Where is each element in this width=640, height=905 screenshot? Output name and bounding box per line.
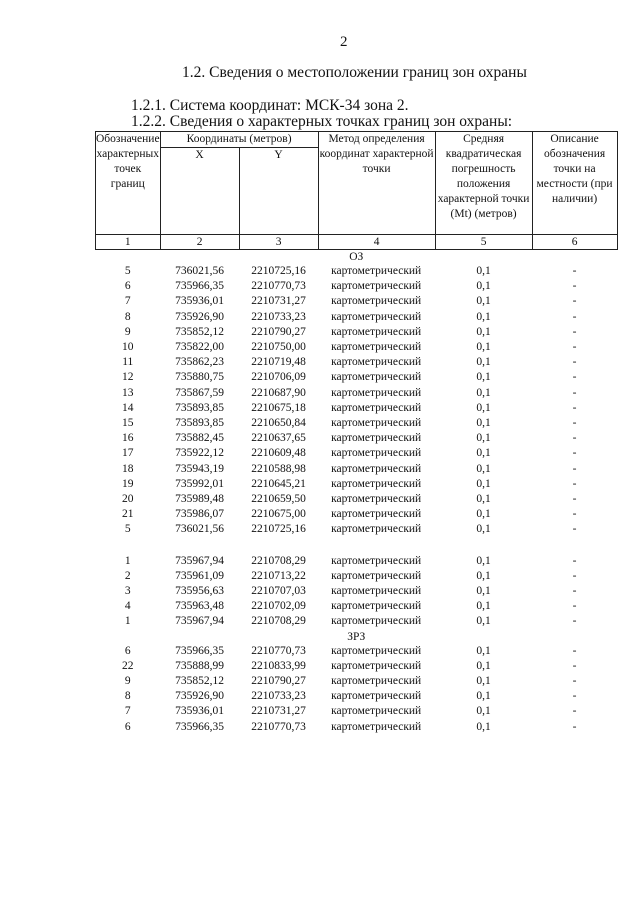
spacer [96,538,618,554]
points-heading: 1.2.2. Сведения о характерных точках границ зон охраны: [131,113,513,130]
description-cell: - [572,493,577,506]
table-row [96,264,618,279]
error-cell: 0,1 [476,477,491,490]
y-cell: 2210637,65 [251,432,306,445]
table-row [96,554,618,569]
point-id-cell: 9 [124,325,131,338]
y-cell: 2210731,27 [251,295,306,308]
method-cell: картометрический [331,462,422,475]
error-cell: 0,1 [476,705,491,718]
description-cell: - [572,720,577,733]
x-cell: 735880,75 [175,371,224,384]
point-id-cell: 16 [122,432,134,445]
y-cell: 2210650,84 [251,417,306,430]
table-row [96,507,618,522]
y-cell: 2210770,73 [251,280,306,293]
description-cell: - [572,690,577,703]
point-id-cell: 8 [124,310,131,323]
method-cell: картометрический [331,523,422,536]
x-cell: 736021,56 [175,265,224,277]
column-number: 5 [435,235,532,250]
point-id-cell: 6 [124,644,131,657]
y-cell: 2210733,23 [251,690,306,703]
x-cell: 735992,01 [175,477,224,490]
error-cell: 0,1 [476,447,491,460]
error-cell: 0,1 [476,554,491,567]
error-cell: 0,1 [476,508,491,521]
x-cell: 735893,85 [175,401,224,414]
method-cell: картометрический [331,401,422,414]
table-row [96,386,618,401]
error-cell: 0,1 [476,401,491,414]
table-row [96,659,618,674]
description-cell: - [572,265,577,277]
point-id-cell: 5 [124,523,131,536]
y-cell: 2210706,09 [251,371,306,384]
point-id-cell: 22 [122,659,134,672]
header-error: Средняя квадратическая погрешность положения характерной точки (Mt) (метров) [435,132,532,235]
method-cell: картометрический [331,325,422,338]
x-cell: 735922,12 [175,447,224,460]
x-cell: 735943,19 [175,462,224,475]
group-label: ЗРЗ [347,630,366,643]
table-row [96,370,618,385]
description-cell: - [572,417,577,430]
point-id-cell: 8 [124,690,131,703]
error-cell: 0,1 [476,493,491,506]
x-cell: 735867,59 [175,386,224,399]
point-id-cell: 1 [124,615,131,628]
point-id-cell: 10 [122,341,134,354]
point-id-cell: 9 [124,675,131,688]
method-cell: картометрический [331,554,422,567]
group-label-row [96,250,618,265]
x-cell: 735966,35 [175,280,224,293]
point-id-cell: 13 [122,386,134,399]
header-coordinates: Координаты (метров) [160,132,318,148]
header-point-designation: Обозначение характерных точек границ [96,132,161,235]
error-cell: 0,1 [476,523,491,536]
error-cell: 0,1 [476,280,491,293]
y-cell: 2210833,99 [251,659,306,672]
method-cell: картометрический [331,447,422,460]
description-cell: - [572,310,577,323]
table-row [96,431,618,446]
table-row [96,584,618,599]
point-id-cell: 1 [124,554,131,567]
y-cell: 2210790,27 [251,675,306,688]
x-cell: 735967,94 [175,615,224,628]
error-cell: 0,1 [476,386,491,399]
description-cell: - [572,325,577,338]
column-number: 4 [318,235,435,250]
description-cell: - [572,554,577,567]
description-cell: - [572,280,577,293]
method-cell: картометрический [331,265,422,277]
method-cell: картометрический [331,477,422,490]
y-cell: 2210609,48 [251,447,306,460]
x-cell: 735989,48 [175,493,224,506]
x-cell: 735888,99 [175,659,224,672]
description-cell: - [572,401,577,414]
method-cell: картометрический [331,585,422,598]
error-cell: 0,1 [476,310,491,323]
error-cell: 0,1 [476,659,491,672]
table-row [96,689,618,704]
x-cell: 735926,90 [175,690,224,703]
method-cell: картометрический [331,417,422,430]
method-cell: картометрический [331,280,422,293]
group-label-row [96,630,618,644]
method-cell: картометрический [331,295,422,308]
point-id-cell: 18 [122,462,134,475]
y-cell: 2210733,23 [251,310,306,323]
description-cell: - [572,462,577,475]
method-cell: картометрический [331,569,422,582]
y-cell: 2210659,50 [251,493,306,506]
x-cell: 735936,01 [175,295,224,308]
description-cell: - [572,447,577,460]
table-row [96,279,618,294]
y-cell: 2210588,98 [251,462,306,475]
table-row [96,401,618,416]
point-id-cell: 2 [124,569,131,582]
point-id-cell: 7 [124,705,131,718]
description-cell: - [572,295,577,308]
table-body [96,250,618,735]
y-cell: 2210750,00 [251,341,306,354]
x-cell: 735961,09 [175,569,224,582]
y-cell: 2210702,09 [251,600,306,613]
method-cell: картометрический [331,432,422,445]
table-row [96,462,618,477]
table-row [96,704,618,719]
description-cell: - [572,432,577,445]
x-cell: 735966,35 [175,720,224,733]
method-cell: картометрический [331,659,422,672]
point-id-cell: 11 [122,356,134,369]
error-cell: 0,1 [476,690,491,703]
point-id-cell: 14 [122,401,134,414]
table-row [96,310,618,325]
x-cell: 735963,48 [175,600,224,613]
point-id-cell: 5 [124,265,131,277]
y-cell: 2210770,73 [251,720,306,733]
x-cell: 735986,07 [175,508,224,521]
column-number: 6 [532,235,617,250]
method-cell: картометрический [331,371,422,384]
x-cell: 735966,35 [175,644,224,657]
description-cell: - [572,371,577,384]
method-cell: картометрический [331,341,422,354]
method-cell: картометрический [331,310,422,323]
header-method: Метод определения координат характерной точки [318,132,435,235]
table-row [96,446,618,461]
y-cell: 2210645,21 [251,477,306,490]
y-cell: 2210708,29 [251,615,306,628]
method-cell: картометрический [331,705,422,718]
description-cell: - [572,675,577,688]
y-cell: 2210790,27 [251,325,306,338]
y-cell: 2210707,03 [251,585,306,598]
error-cell: 0,1 [476,371,491,384]
x-cell: 735862,23 [175,356,224,369]
error-cell: 0,1 [476,675,491,688]
error-cell: 0,1 [476,325,491,338]
x-cell: 735852,12 [175,675,224,688]
description-cell: - [572,341,577,354]
table-row [96,492,618,507]
method-cell: картометрический [331,600,422,613]
column-number: 3 [239,235,318,250]
error-cell: 0,1 [476,585,491,598]
point-id-cell: 6 [124,280,131,293]
table-row [96,599,618,614]
header-description: Описание обозначения точки на местности (при наличии) [532,132,617,235]
y-cell: 2210708,29 [251,554,306,567]
description-cell: - [572,644,577,657]
point-id-cell: 17 [122,447,134,460]
table-row [96,294,618,309]
page-number: 2 [340,34,348,50]
point-id-cell: 21 [122,508,134,521]
table-row [96,355,618,370]
x-cell: 735956,63 [175,585,224,598]
point-id-cell: 6 [124,720,131,733]
y-cell: 2210725,16 [251,523,306,536]
y-cell: 2210719,48 [251,356,306,369]
description-cell: - [572,585,577,598]
error-cell: 0,1 [476,265,491,277]
x-cell: 735926,90 [175,310,224,323]
x-cell: 735936,01 [175,705,224,718]
x-cell: 735882,45 [175,432,224,445]
method-cell: картометрический [331,615,422,628]
coordinates-table [95,131,618,735]
method-cell: картометрический [331,675,422,688]
table-header [96,132,618,250]
description-cell: - [572,600,577,613]
table-row [96,340,618,355]
column-number: 2 [160,235,239,250]
header-y: Y [239,148,318,235]
table-row [96,325,618,340]
x-cell: 735822,00 [175,341,224,354]
point-id-cell: 19 [122,477,134,490]
method-cell: картометрический [331,720,422,733]
description-cell: - [572,356,577,369]
section-title: 1.2. Сведения о местоположении границ зон охраны [182,64,527,81]
error-cell: 0,1 [476,341,491,354]
x-cell: 735852,12 [175,325,224,338]
description-cell: - [572,705,577,718]
error-cell: 0,1 [476,432,491,445]
method-cell: картометрический [331,508,422,521]
group-label: ОЗ [349,251,364,263]
error-cell: 0,1 [476,462,491,475]
point-id-cell: 3 [124,585,131,598]
point-id-cell: 15 [122,417,134,430]
table-row [96,477,618,492]
error-cell: 0,1 [476,569,491,582]
method-cell: картометрический [331,386,422,399]
error-cell: 0,1 [476,417,491,430]
point-id-cell: 12 [122,371,134,384]
description-cell: - [572,386,577,399]
method-cell: картометрический [331,356,422,369]
error-cell: 0,1 [476,356,491,369]
description-cell: - [572,523,577,536]
method-cell: картометрический [331,690,422,703]
error-cell: 0,1 [476,600,491,613]
x-cell: 736021,56 [175,523,224,536]
spacer-row [96,538,618,554]
table-row [96,416,618,431]
description-cell: - [572,477,577,490]
table-row [96,569,618,584]
table-row [96,614,618,629]
y-cell: 2210770,73 [251,644,306,657]
column-number: 1 [96,235,161,250]
table-row [96,720,618,735]
header-x: X [160,148,239,235]
method-cell: картометрический [331,493,422,506]
y-cell: 2210675,00 [251,508,306,521]
x-cell: 735967,94 [175,554,224,567]
y-cell: 2210675,18 [251,401,306,414]
coordinate-system-heading: 1.2.1. Система координат: МСК-34 зона 2. [131,97,409,114]
description-cell: - [572,508,577,521]
table-row [96,522,618,537]
error-cell: 0,1 [476,615,491,628]
error-cell: 0,1 [476,720,491,733]
table-row [96,644,618,659]
table-row [96,674,618,689]
y-cell: 2210731,27 [251,705,306,718]
description-cell: - [572,615,577,628]
point-id-cell: 7 [124,295,131,308]
point-id-cell: 20 [122,493,134,506]
description-cell: - [572,659,577,672]
point-id-cell: 4 [124,600,131,613]
description-cell: - [572,569,577,582]
y-cell: 2210687,90 [251,386,306,399]
x-cell: 735893,85 [175,417,224,430]
error-cell: 0,1 [476,295,491,308]
y-cell: 2210725,16 [251,265,306,277]
y-cell: 2210713,22 [251,569,306,582]
error-cell: 0,1 [476,644,491,657]
method-cell: картометрический [331,644,422,657]
